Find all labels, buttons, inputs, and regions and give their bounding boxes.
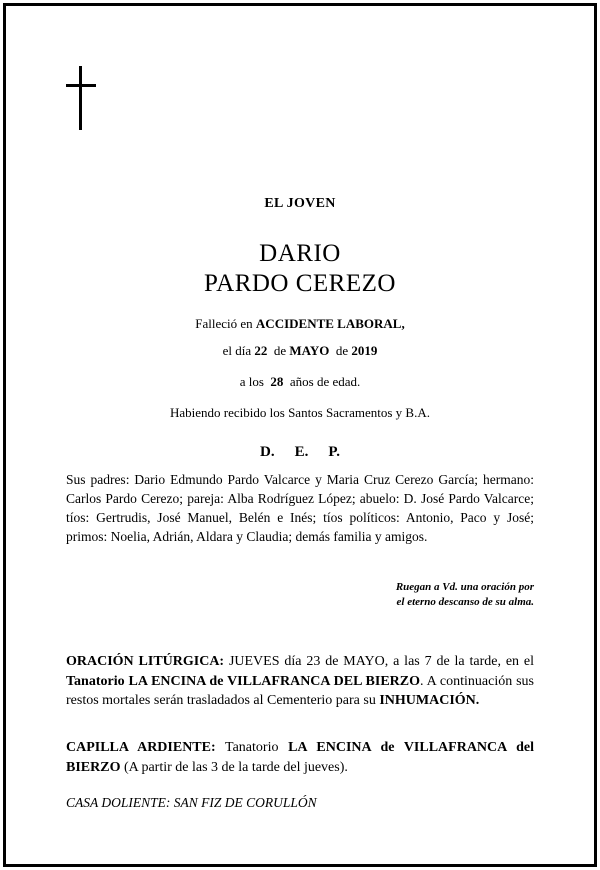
- prayer-request: Ruegan a Vd. una oración por el eterno descanso de su alma.: [395, 581, 534, 608]
- oracion-place: Tanatorio LA ENCINA de VILLAFRANCA DEL BIERZO: [66, 673, 421, 689]
- capilla-place: LA ENCINA de VILLAFRANCA del BIERZO: [66, 740, 535, 775]
- sacraments-line: Habiendo recibido los Santos Sacramentos y B.A.: [170, 405, 430, 420]
- death-cause-line: Falleció en ACCIDENTE LABORAL,: [195, 316, 405, 331]
- mourning-house: CASA DOLIENTE: SAN FIZ DE CORULLÓN: [66, 795, 317, 810]
- cross-icon: [66, 66, 96, 130]
- liturgical-prayer-paragraph: ORACIÓN LITÚRGICA: JUEVES día 23 de MAYO, a las 7 de la tarde, en el Tanatorio LA ENCINA de VILLAFRANCA DEL BIERZO. A continuación sus restos mortales serán trasladados al Cementerio para su INHUMACIÓN.: [66, 654, 535, 708]
- age-line: a los 28 años de edad.: [239, 374, 361, 389]
- name-first: DARIO: [259, 240, 341, 267]
- chapel-paragraph: CAPILLA ARDIENTE: Tanatorio LA ENCINA de VILLAFRANCA del BIERZO (A partir de las 3 de la tarde del jueves).: [66, 740, 535, 775]
- capilla-label: CAPILLA ARDIENTE:: [66, 740, 216, 755]
- death-date-line: el día 22 de MAYO de 2019: [222, 343, 378, 358]
- age-value: 28: [270, 374, 284, 389]
- death-day: 22: [254, 343, 268, 358]
- name-surnames: PARDO CEREZO: [204, 270, 396, 297]
- oracion-label: ORACIÓN LITÚRGICA:: [66, 654, 225, 669]
- dep-line: D. E. P.: [260, 444, 340, 460]
- family-paragraph: Sus padres: Dario Edmundo Pardo Valcarce y Maria Cruz Cerezo García; hermano: Carlos Pardo Cerezo; pareja: Alba Rodríguez López; abuelo: D. José Pardo Valcarce; tíos: Gertrudis, José Manuel, Belén e Inés; tíos políticos: Antonio, Paco y José; primos: Noelia, Adrián, Aldara y Claudia; demás familia y amigos.: [66, 472, 534, 544]
- title: EL JOVEN: [264, 196, 336, 211]
- death-month: MAYO: [289, 343, 330, 358]
- death-year: 2019: [351, 343, 378, 358]
- death-cause: ACCIDENTE LABORAL,: [255, 316, 405, 331]
- inhumacion-label: INHUMACIÓN.: [379, 693, 480, 708]
